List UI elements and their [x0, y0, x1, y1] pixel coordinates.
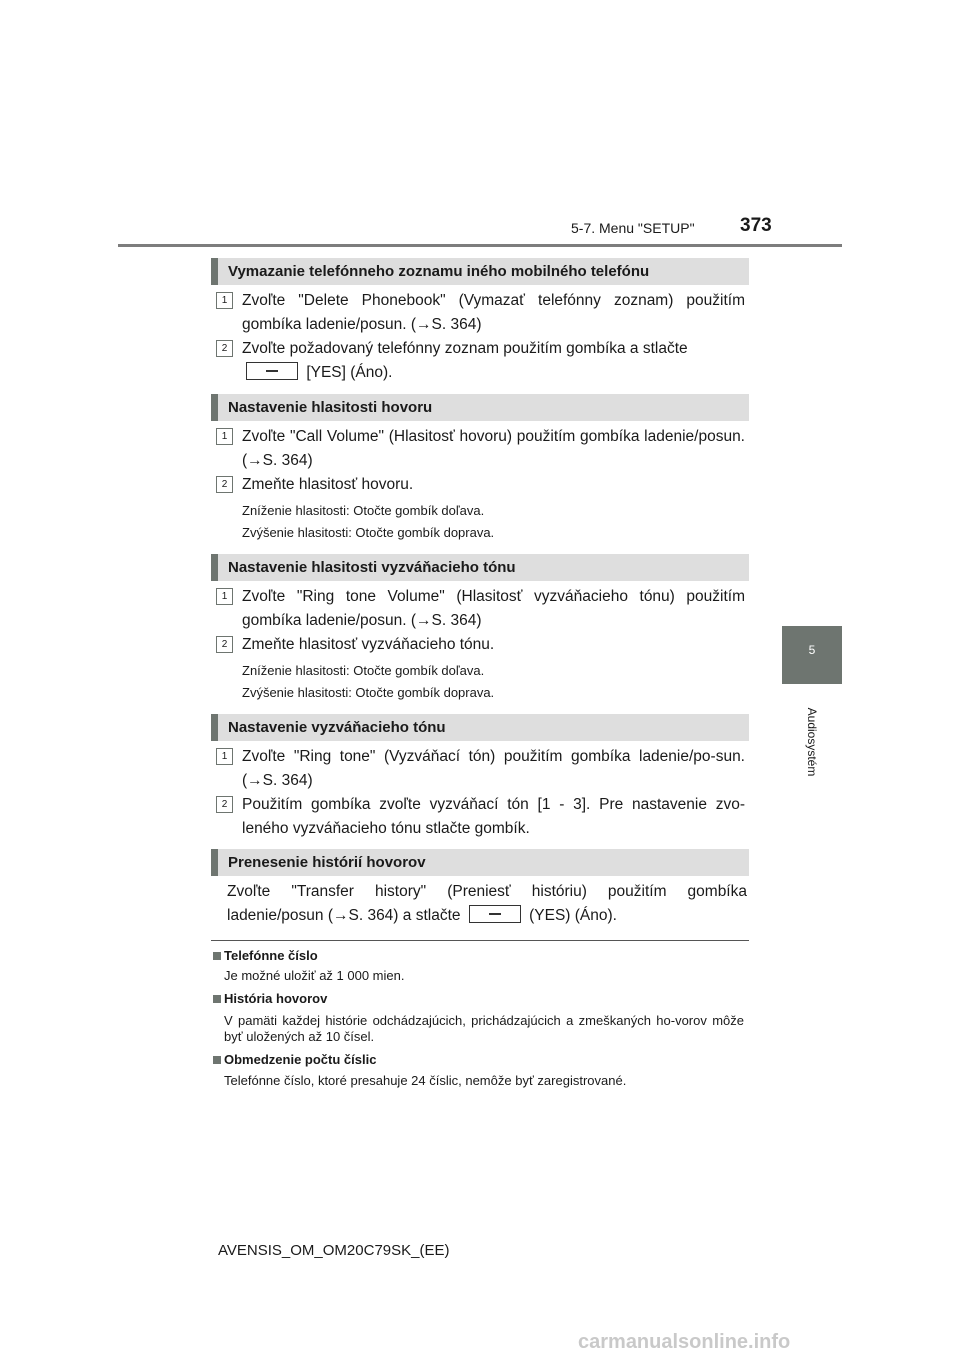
bullet-square-icon: [213, 1056, 221, 1064]
info-body: Telefónne číslo, ktoré presahuje 24 číslic, nemôže byť zaregistrované.: [224, 1073, 627, 1088]
chapter-tab: [782, 626, 842, 684]
note-text: Zvýšenie hlasitosti: Otočte gombík doprava.: [242, 685, 495, 700]
info-title-text: Obmedzenie počtu číslic: [224, 1052, 377, 1067]
step-number: 1: [216, 588, 233, 605]
section-heading: Nastavenie hlasitosti vyzváňacieho tónu: [211, 554, 749, 581]
info-title: [213, 1052, 376, 1067]
section-heading: Vymazanie telefónneho zoznamu iného mobilného telefónu: [211, 258, 749, 285]
bullet-square-icon: [213, 952, 221, 960]
step-number: 2: [216, 796, 233, 813]
step-text: Zmeňte hlasitosť vyzváňacieho tónu.: [242, 636, 495, 653]
section-text-part: Zvoľte "Transfer history" (Preniesť históriu) použitím gombíka ladenie/posun (→S. 364) a stlačte: [227, 883, 747, 924]
section-heading: Nastavenie hlasitosti hovoru: [211, 394, 749, 421]
chapter-label: Audiosystém: [805, 707, 819, 777]
setup-button-icon: [246, 362, 298, 380]
step-number: 2: [216, 340, 233, 357]
step-text: Zvoľte "Call Volume" (Hlasitosť hovoru) použitím gombíka ladenie/posun. (→S. 364): [242, 428, 745, 469]
info-title-text: História hovorov: [224, 991, 328, 1006]
section-heading: Nastavenie vyzváňacieho tónu: [211, 714, 749, 741]
step-text: Zvoľte "Ring tone" (Vyzváňací tón) použitím gombíka ladenie/po-sun. (→S. 364): [242, 748, 745, 789]
info-title: [213, 991, 327, 1006]
step-number: 2: [216, 636, 233, 653]
step-text-part: [YES] (Áno).: [306, 364, 393, 381]
section-text-part: (YES) (Áno).: [529, 907, 617, 924]
section-text: [227, 880, 747, 928]
step-number: 1: [216, 292, 233, 309]
info-rule: [211, 940, 749, 941]
header-rule: [118, 244, 842, 247]
info-body: Je možné uložiť až 1 000 mien.: [224, 968, 405, 983]
step-text: Zvoľte "Ring tone Volume" (Hlasitosť vyzváňacieho tónu) použitím gombíka ladenie/posun. (→S. 364): [242, 588, 745, 629]
step-text: Použitím gombíka zvoľte vyzváňací tón [1 - 3]. Pre nastavenie zvo-leného vyzváňacieho tónu stlačte gombík.: [242, 796, 745, 837]
step-text: [242, 337, 745, 385]
note-text: Zníženie hlasitosti: Otočte gombík doľava.: [242, 663, 485, 678]
header-section-title: 5-7. Menu "SETUP": [571, 220, 695, 236]
note-text: Zníženie hlasitosti: Otočte gombík doľava.: [242, 503, 485, 518]
document-code: AVENSIS_OM_OM20C79SK_(EE): [218, 1242, 450, 1259]
info-title: [213, 948, 318, 963]
watermark: carmanualsonline.info: [578, 1331, 791, 1353]
setup-button-icon: [469, 905, 521, 923]
step-number: 1: [216, 428, 233, 445]
section-heading: Prenesenie histórií hovorov: [211, 849, 749, 876]
step-number: 2: [216, 476, 233, 493]
note-text: Zvýšenie hlasitosti: Otočte gombík doprava.: [242, 525, 495, 540]
step-text-part: Zvoľte požadovaný telefónny zoznam použitím gombíka a stlačte: [242, 340, 688, 357]
chapter-number: 5: [808, 643, 816, 657]
bullet-square-icon: [213, 995, 221, 1003]
step-text: Zmeňte hlasitosť hovoru.: [242, 476, 414, 493]
step-text: Zvoľte "Delete Phonebook" (Vymazať telefónny zoznam) použitím gombíka ladenie/posun. (→S. 364): [242, 292, 745, 333]
step-number: 1: [216, 748, 233, 765]
info-title-text: Telefónne číslo: [224, 948, 318, 963]
page-number: 373: [740, 215, 772, 236]
info-body: V pamäti každej histórie odchádzajúcich, prichádzajúcich a zmeškaných ho-vorov môže byť uložených až 10 čísel.: [224, 1013, 744, 1044]
